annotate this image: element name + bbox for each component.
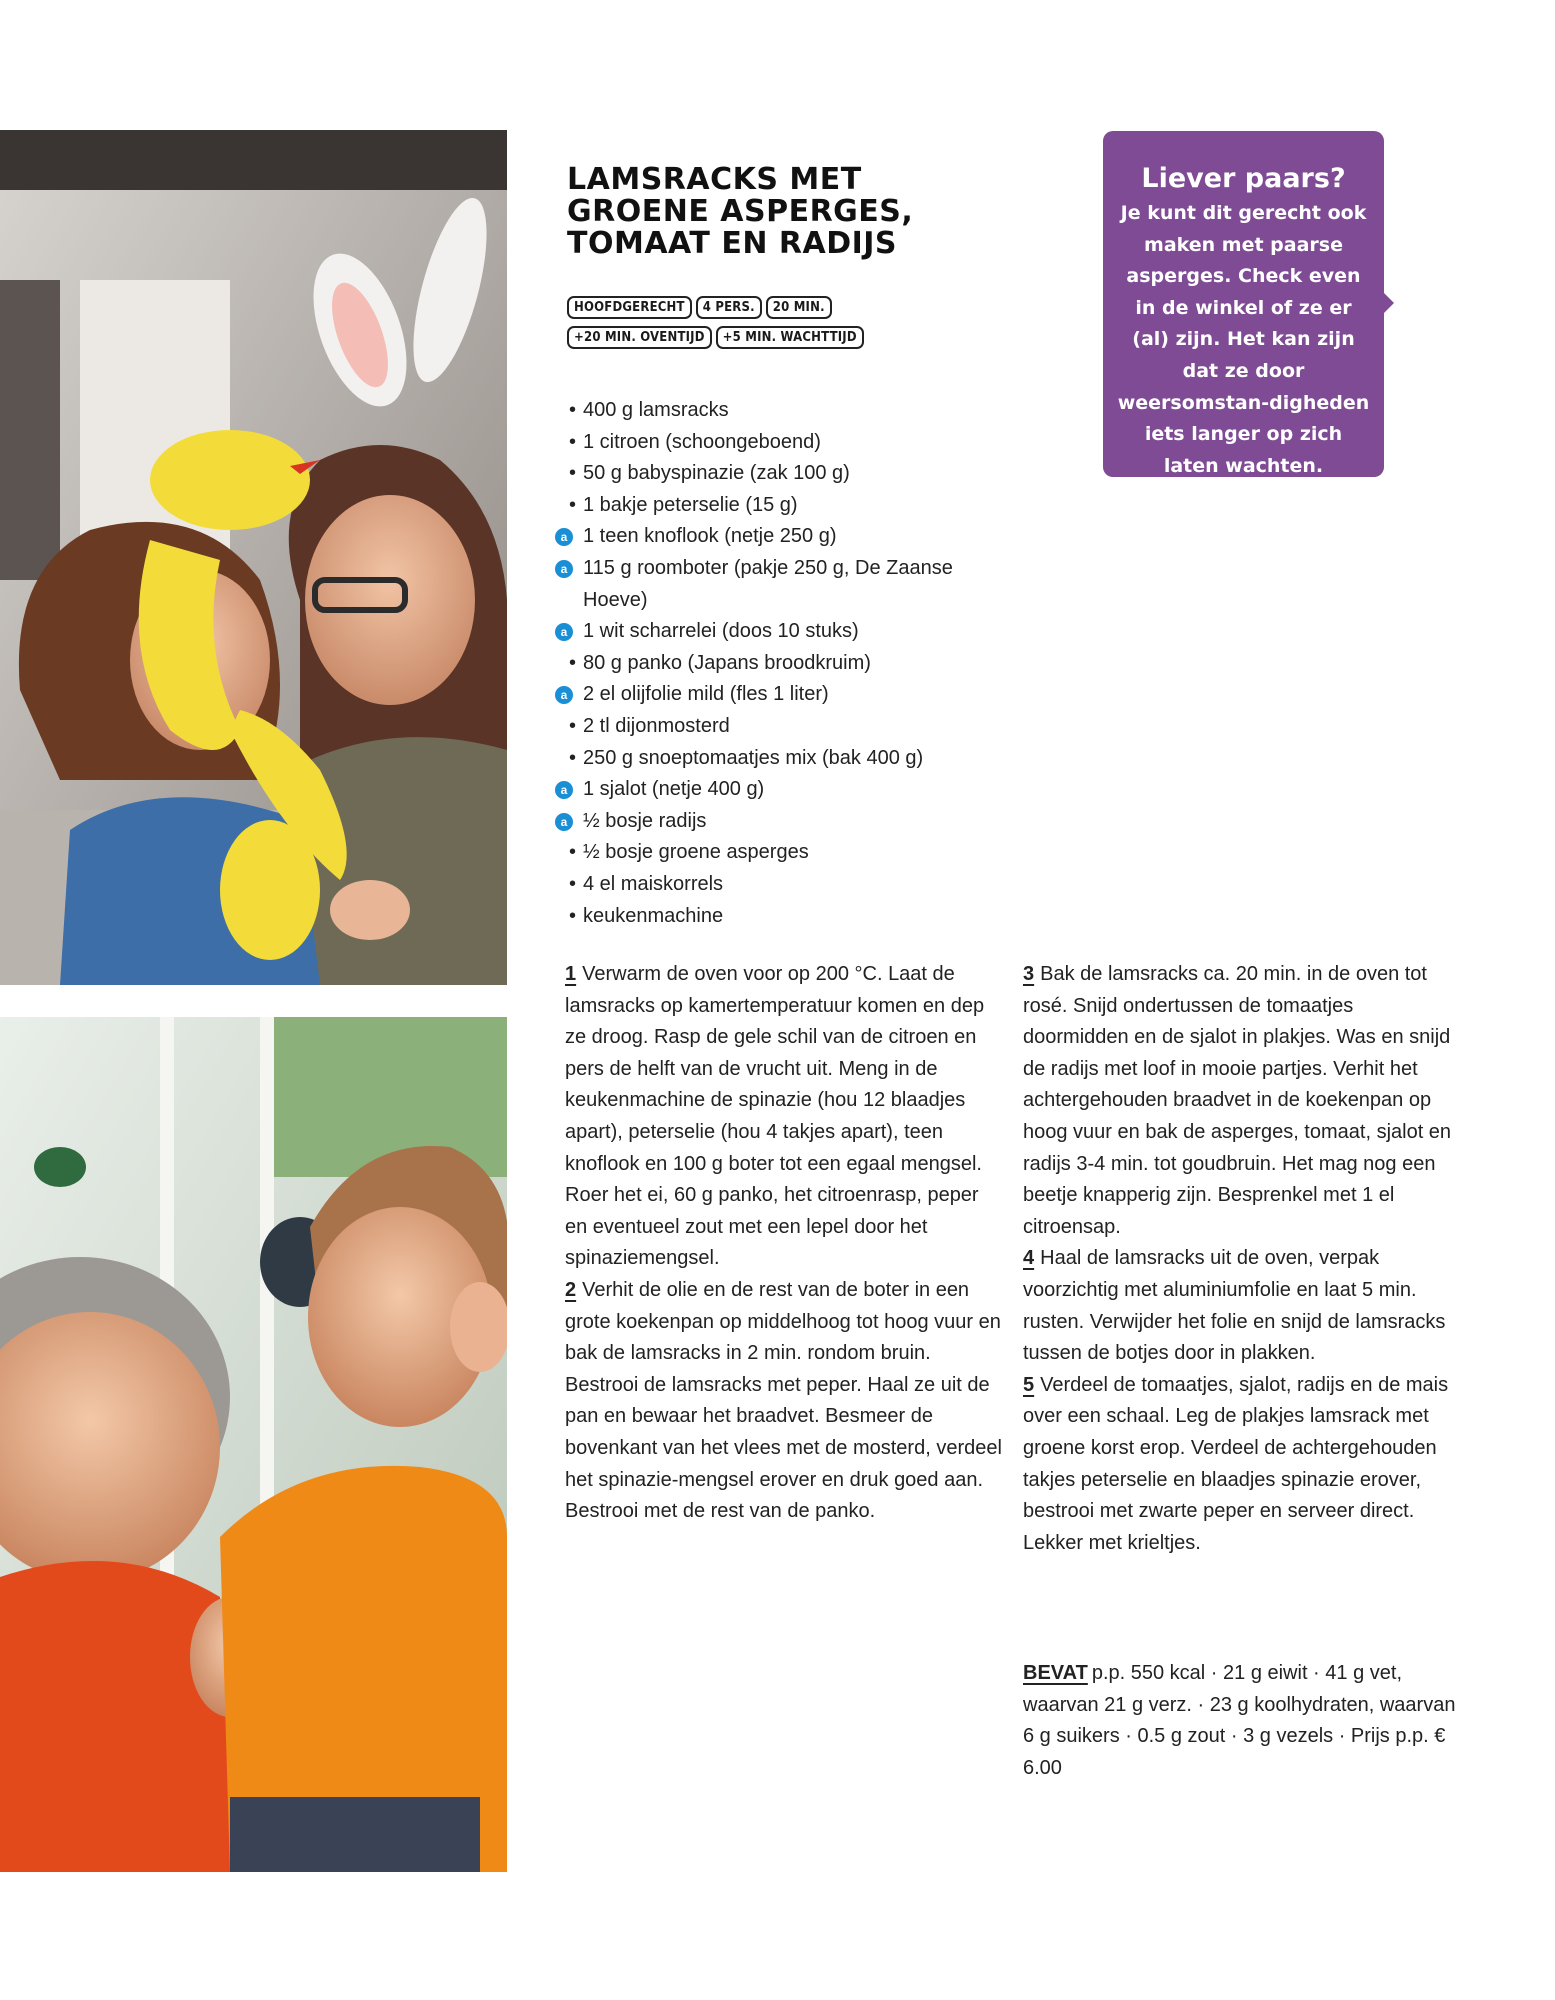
ingredient-item: • ½ bosje groene asperges [565,837,985,869]
ingredient-item: • 50 g babyspinazie (zak 100 g) [565,458,985,490]
tag-course: HOOFDGERECHT [567,296,692,319]
tag-wait-time: +5 MIN. WACHTTIJD [716,326,864,349]
recipe-tags [567,296,927,356]
ah-brand-icon: a [555,560,573,578]
ingredient-item: • keukenmachine [565,901,985,933]
step-number: 5 [1023,1373,1035,1396]
ah-brand-icon: a [555,686,573,704]
steps-column-left [565,959,1005,1528]
callout-title: Liever paars? [1141,163,1346,194]
step-text: Verhit de olie en de rest van de boter in een grote koekenpan op middelhoog tot hoog vuur en bak de lamsracks in 2 min. rondom bruin. Bestrooi de lamsracks met peper. Haal ze uit de pan en bewaar het braadvet. Besmeer de bovenkant van het vlees met de mosterd, verdeel het spinazie-mengsel erover en druk goed aan. Bestrooi met de rest van de panko. [565,1278,1002,1523]
step-4 [1023,1243,1463,1369]
step-number: 3 [1023,963,1035,985]
step-3 [1023,959,1463,1243]
tip-callout [1103,131,1384,477]
ah-brand-icon: a [555,528,573,546]
step-number: 4 [1023,1247,1035,1270]
tag-oven-time: +20 MIN. OVENTIJD [567,326,712,349]
step-2 [565,1275,1005,1528]
step-number: 2 [565,1278,577,1301]
photo-grandmother-girl [0,130,507,985]
step-text: Verwarm de oven voor op 200 °C. Laat de lamsracks op kamertemperatuur komen en dep ze droog. Rasp de gele schil van de citroen en pers de helft van de vrucht uit. Meng in de keukenmachine de spinazie (hou 12 blaadjes apart), peterselie (hou 4 takjes apart), teen knoflook en 100 g boter tot een egaal mengsel. Roer het ei, 60 g panko, het citroenrasp, peper en eventueel zout met een lepel door het spinaziemengsel. [565,963,985,1270]
ingredient-item: • 1 citroen (schoongeboend) [565,427,985,459]
tag-servings: 4 PERS. [696,296,762,319]
ingredient-item: • 4 el maiskorrels [565,869,985,901]
tag-prep-time: 20 MIN. [766,296,832,319]
nutrition-text: p.p. 550 kcal · 21 g eiwit · 41 g vet, waarvan 21 g verz. · 23 g koolhydraten, waarvan 6 g suikers · 0.5 g zout · 3 g vezels · Prijs p.p. € 6.00 [1023,1662,1456,1779]
ingredient-item: • 80 g panko (Japans broodkruim) [565,648,985,680]
ah-brand-icon: a [555,781,573,799]
photo-grandfather-boy [0,1017,507,1872]
step-1 [565,959,1005,1275]
ingredient-item: a 2 el olijfolie mild (fles 1 liter) [565,679,985,711]
step-text: Haal de lamsracks uit de oven, verpak voorzichtig met aluminiumfolie en laat 5 min. rusten. Verwijder het folie en snijd de lamsracks tussen de botjes door in plakken. [1023,1247,1446,1365]
step-text: Bak de lamsracks ca. 20 min. in de oven tot rosé. Snijd ondertussen de tomaatjes doormidden en de sjalot in plakjes. Was en snijd de radijs met loof in mooie partjes. Verhit het achtergehouden braadvet in de koekenpan op hoog vuur en bak de asperges, tomaat, sjalot en radijs 3-4 min. tot goudbruin. Het mag nog een beetje knapperig zijn. Besprenkel met 1 el citroensap. [1023,963,1452,1238]
step-5 [1023,1370,1463,1560]
ingredient-item: a ½ bosje radijs [565,806,985,838]
ingredient-item: • 400 g lamsracks [565,395,985,427]
ingredient-item: a 115 g roomboter (pakje 250 g, De Zaanse Hoeve) [565,553,985,616]
nutrition-info [1023,1658,1463,1784]
ingredient-item: a 1 teen knoflook (netje 250 g) [565,521,985,553]
nutrition-label: BEVAT [1023,1662,1088,1684]
ingredient-list [560,395,985,932]
ingredient-item: a 1 sjalot (netje 400 g) [565,774,985,806]
callout-text: Je kunt dit gerecht ook maken met paarse asperges. Check even in de winkel of ze er (al) zijn. Het kan zijn dat ze door weersomstan-digheden iets langer op zich laten wachten. [1117,202,1370,477]
step-number: 1 [565,963,577,985]
ah-brand-icon: a [555,813,573,831]
recipe-title: LAMSRACKS MET GROENE ASPERGES, TOMAAT EN RADIJS [567,162,914,261]
ah-brand-icon: a [555,623,573,641]
ingredient-item: a 1 wit scharrelei (doos 10 stuks) [565,616,985,648]
ingredient-item: • 1 bakje peterselie (15 g) [565,490,985,522]
ingredient-item: • 250 g snoeptomaatjes mix (bak 400 g) [565,743,985,775]
ingredient-item: • 2 tl dijonmosterd [565,711,985,743]
steps-column-right [1023,959,1463,1559]
step-text: Verdeel de tomaatjes, sjalot, radijs en de mais over een schaal. Leg de plakjes lamsrack met groene korst erop. Verdeel de achtergehouden takjes peterselie en blaadjes spinazie erover, bestrooi met zwarte peper en serveer direct. Lekker met krieltjes. [1023,1373,1449,1554]
